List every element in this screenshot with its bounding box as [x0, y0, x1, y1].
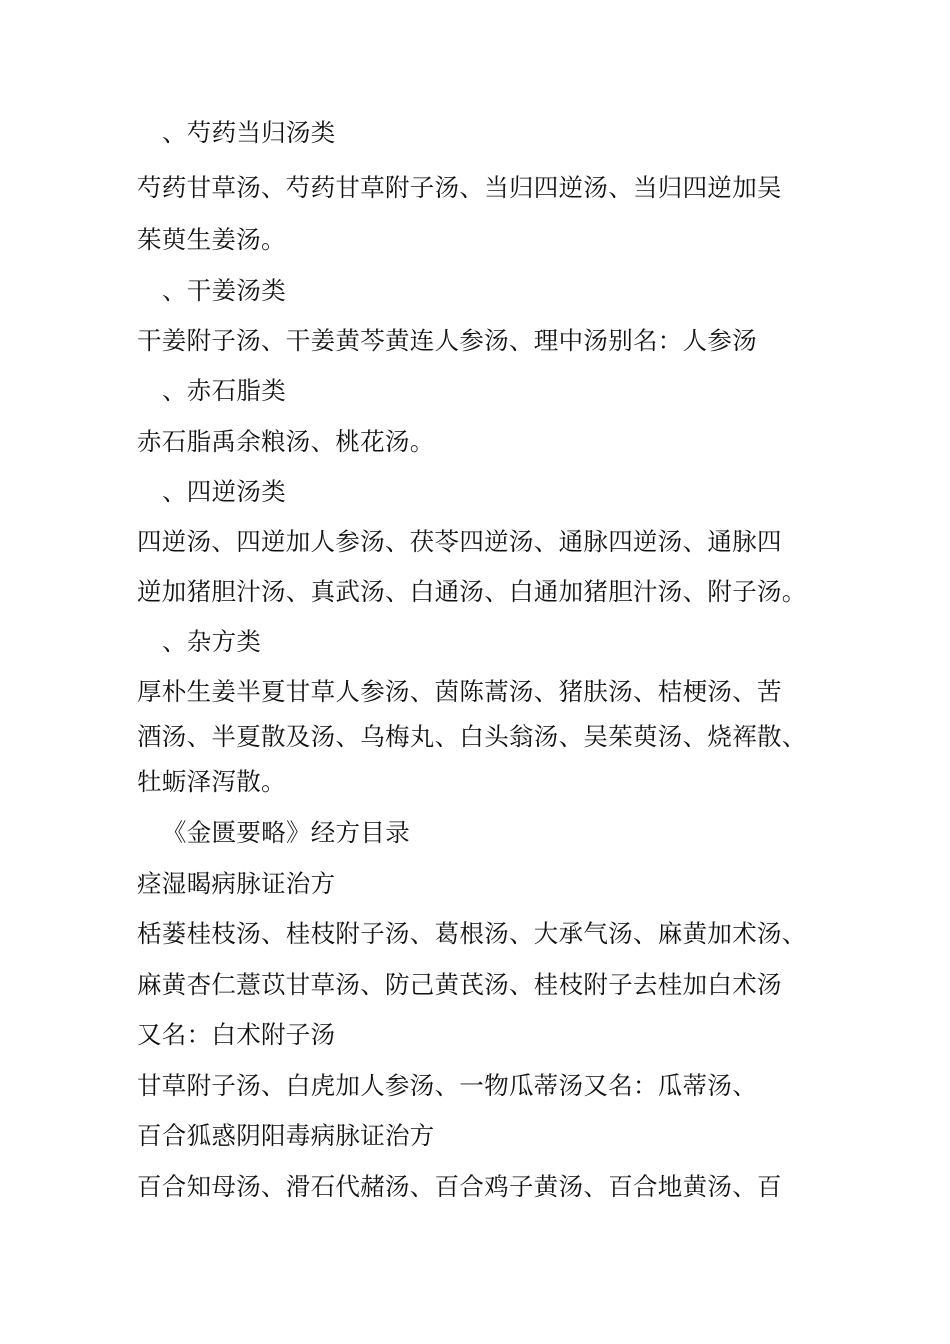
body-line: 酒汤、半夏散及汤、乌梅丸、白头翁汤、吴茱萸汤、烧裈散、 — [137, 722, 807, 751]
body-line: 逆加猪胆汁汤、真武汤、白通汤、白通加猪胆汁汤、附子汤。 — [137, 577, 807, 606]
body-line: 茱萸生姜汤。 — [137, 225, 286, 254]
section-heading-zafang: 、杂方类 — [162, 627, 262, 656]
body-line: 又名：白术附子汤 — [137, 1020, 336, 1049]
body-line: 芍药甘草汤、芍药甘草附子汤、当归四逆汤、当归四逆加吴 — [137, 173, 782, 202]
chapter-heading-baihe-huhuo: 百合狐惑阴阳毒病脉证治方 — [137, 1121, 435, 1150]
body-line: 赤石脂禹余粮汤、桃花汤。 — [137, 427, 435, 456]
chapter-heading-jingshiye: 痉湿暍病脉证治方 — [137, 869, 336, 898]
section-heading-jingui-yaolue: 《金匮要略》经方目录 — [162, 818, 410, 847]
body-line: 四逆汤、四逆加人参汤、茯苓四逆汤、通脉四逆汤、通脉四 — [137, 527, 782, 556]
body-line: 栝蒌桂枝汤、桂枝附子汤、葛根汤、大承气汤、麻黄加术汤、 — [137, 919, 807, 948]
body-line: 甘草附子汤、白虎加人参汤、一物瓜蒂汤又名：瓜蒂汤、 — [137, 1071, 757, 1100]
body-line: 干姜附子汤、干姜黄芩黄连人参汤、理中汤别名：人参汤 — [137, 326, 757, 355]
section-heading-ganjiang: 、干姜汤类 — [162, 276, 286, 305]
body-line: 麻黄杏仁薏苡甘草汤、防己黄芪汤、桂枝附子去桂加白术汤 — [137, 970, 782, 999]
body-line: 牡蛎泽泻散。 — [137, 767, 286, 796]
section-heading-shaoyao-danggui: 、芍药当归汤类 — [162, 118, 336, 147]
body-line: 百合知母汤、滑石代赭汤、百合鸡子黄汤、百合地黄汤、百 — [137, 1172, 782, 1201]
body-line: 厚朴生姜半夏甘草人参汤、茵陈蒿汤、猪肤汤、桔梗汤、苦 — [137, 677, 782, 706]
section-heading-sini: 、四逆汤类 — [162, 477, 286, 506]
section-heading-chishizhi: 、赤石脂类 — [162, 376, 286, 405]
